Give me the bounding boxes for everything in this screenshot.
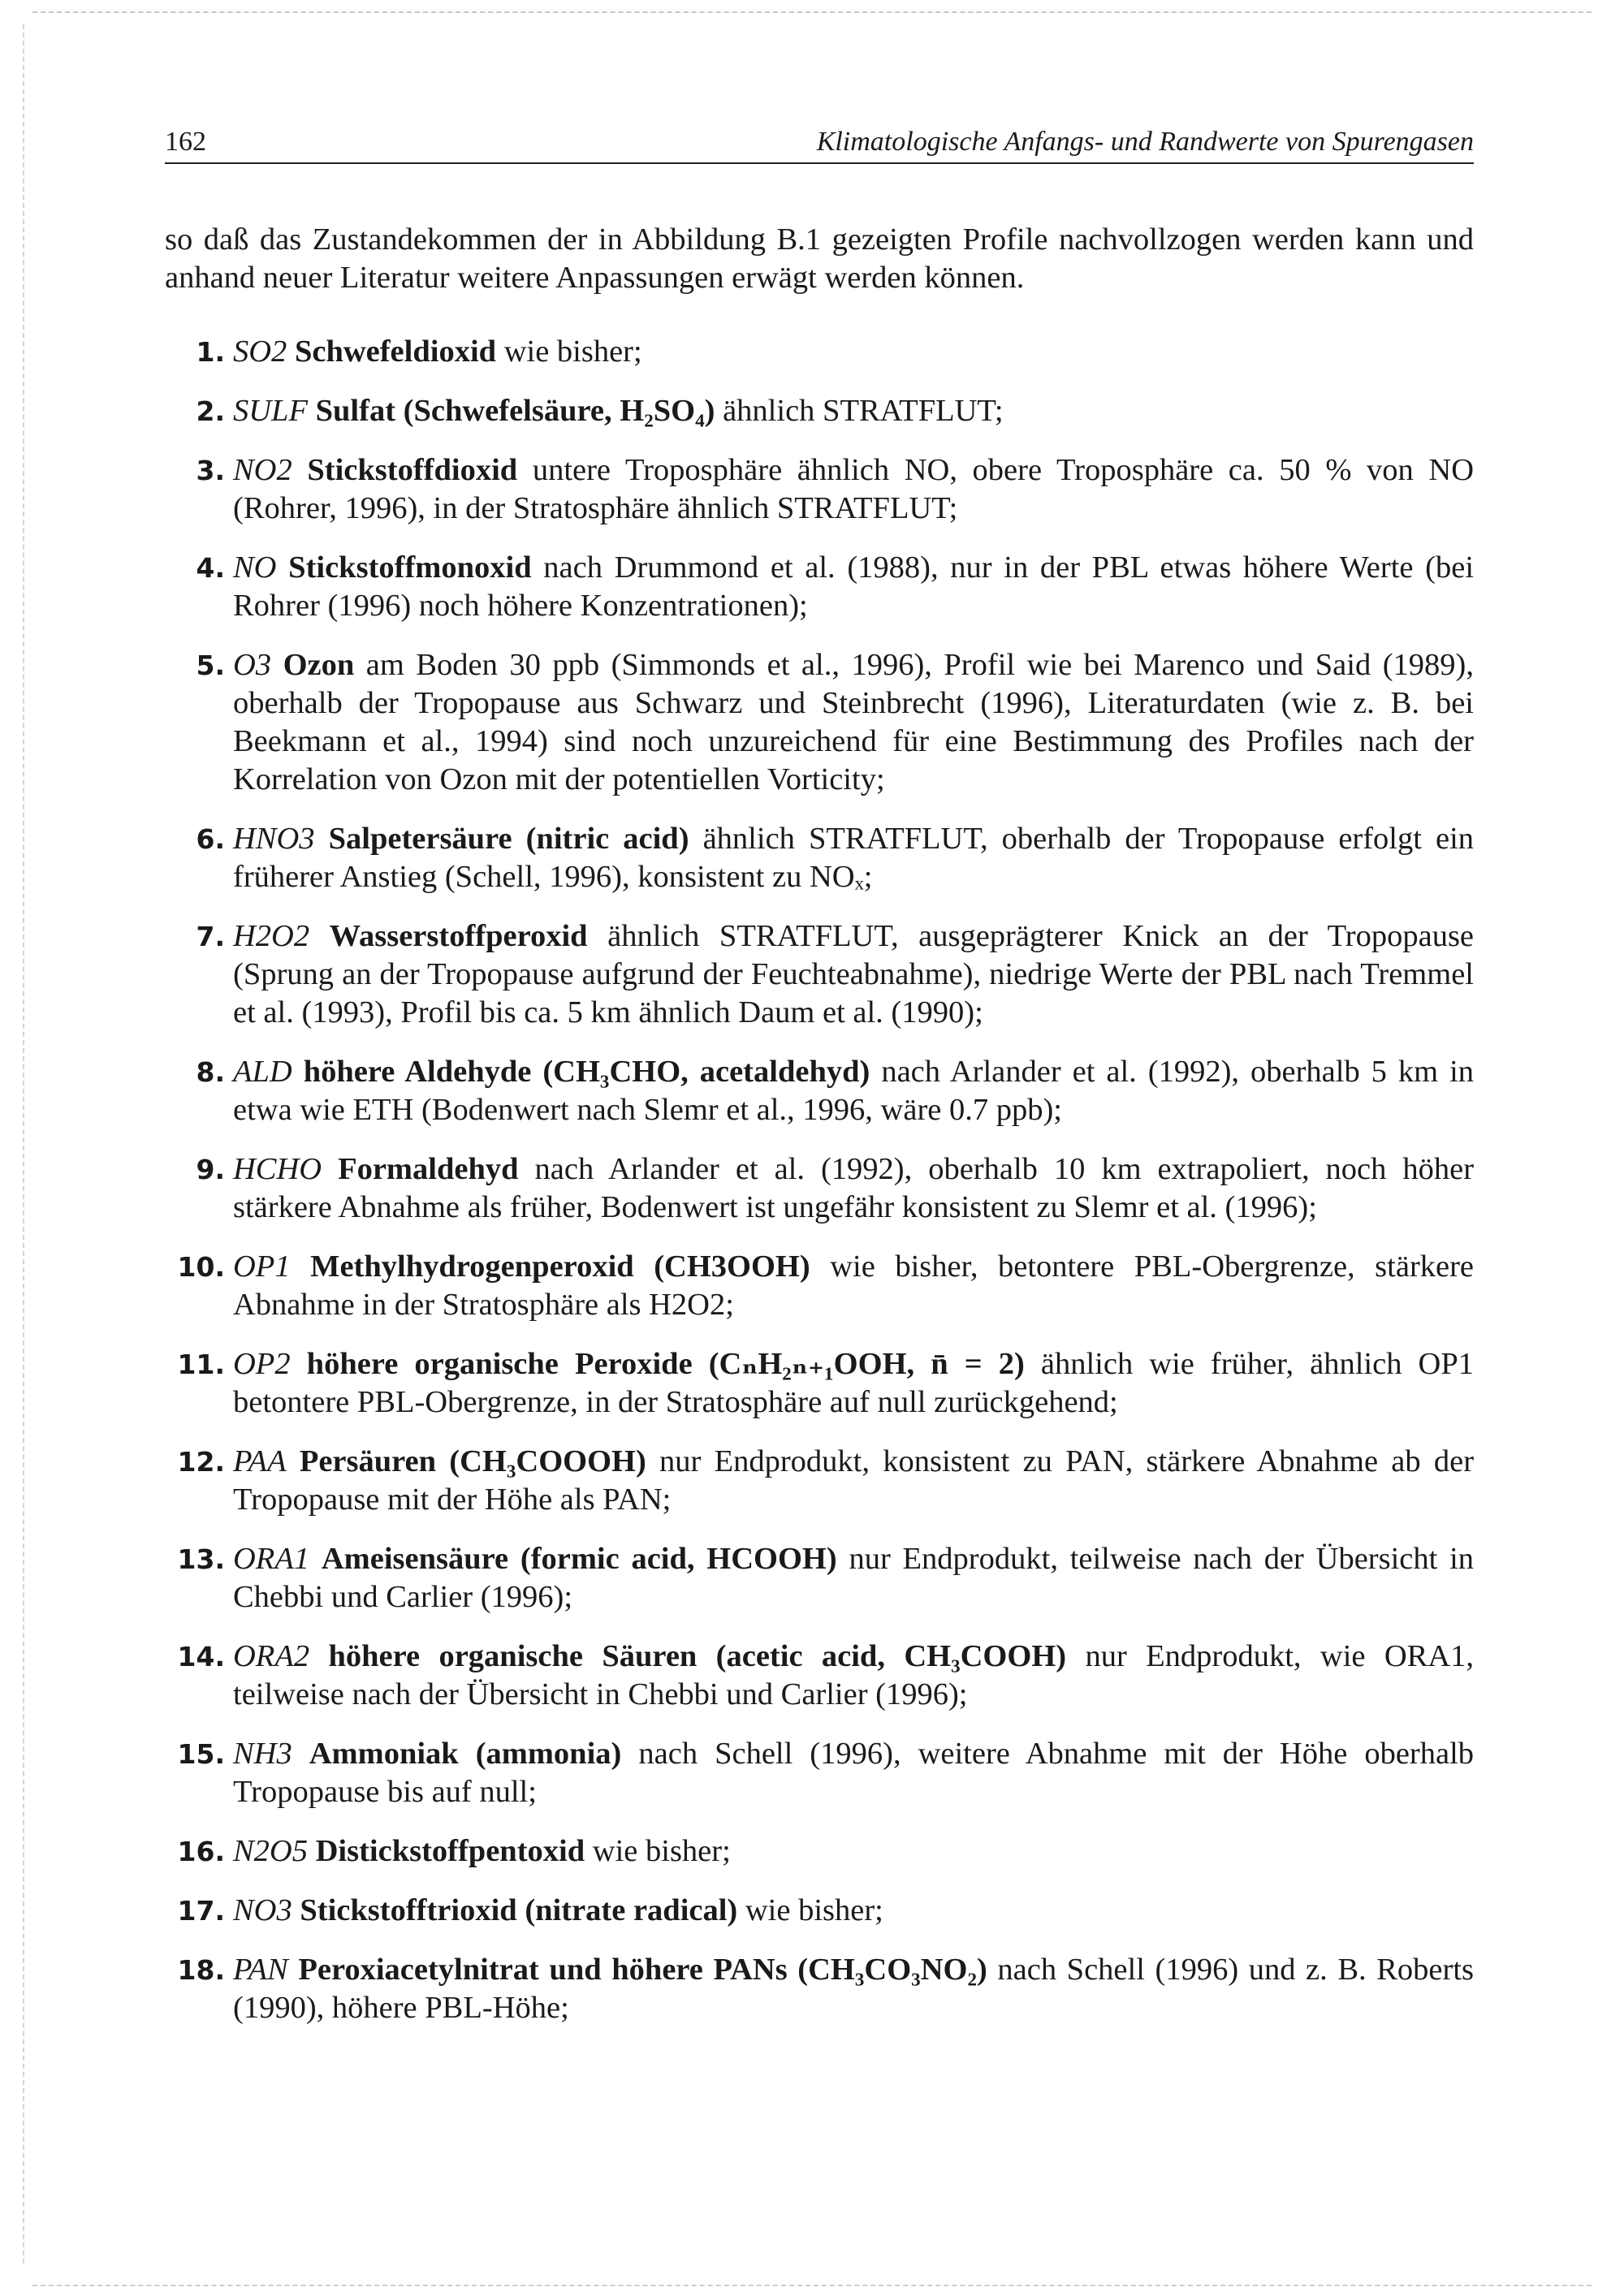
item-number: 15. <box>177 1738 225 1770</box>
species-name: Stickstoffdioxid <box>307 453 518 487</box>
list-item <box>165 1150 1474 1227</box>
species-code: NO <box>233 550 277 585</box>
list-item <box>165 392 1474 430</box>
list-item <box>165 1443 1474 1519</box>
item-number: 6. <box>196 823 225 855</box>
species-code: ORA1 <box>233 1542 310 1576</box>
list-item <box>165 1053 1474 1129</box>
species-name: Methylhydrogenperoxid (CH3OOH) <box>310 1249 810 1284</box>
species-name: höhere Aldehyde (CH₃CHO, acetaldehyd) <box>303 1055 870 1089</box>
species-code: OP1 <box>233 1249 291 1284</box>
item-number: 5. <box>196 650 225 681</box>
species-code: SO2 <box>233 334 287 369</box>
species-name: höhere organische Säuren (acetic acid, CH₃COOH) <box>328 1639 1067 1673</box>
item-number: 14. <box>177 1641 225 1672</box>
item-description: nach Arlander et al. (1992), oberhalb 10 km extrapoliert, noch höher stärkere Abnahme als früher, Bodenwert ist ungefähr konsistent zu Slemr et al. (1996); <box>233 1152 1475 1224</box>
list-item <box>165 1735 1474 1811</box>
item-description: nach Schell (1996) und z. B. Roberts (1990), höhere PBL-Höhe; <box>233 1953 1475 2025</box>
species-code: O3 <box>233 648 272 682</box>
species-name: höhere organische Peroxide (CₙH₂ₙ₊₁OOH, n̄ = 2) <box>306 1347 1025 1381</box>
page-content <box>165 221 1474 2048</box>
item-description: wie bisher, betontere PBL-Obergrenze, stärkere Abnahme in der Stratosphäre als H2O2; <box>233 1249 1475 1322</box>
item-number: 8. <box>196 1056 225 1088</box>
list-item <box>165 1832 1474 1871</box>
item-description: ähnlich STRATFLUT, ausgeprägterer Knick an der Tropopause (Sprung an der Tropopause aufgrund der Feuchteabnahme), niedrige Werte der PBL nach Tremmel et al. (1993), Profil bis ca. 5 km ähnlich Daum et al. (1990); <box>233 919 1475 1029</box>
species-name: Wasserstoffperoxid <box>329 919 588 953</box>
item-description: untere Troposphäre ähnlich NO, obere Troposphäre ca. 50 % von NO (Rohrer, 1996), in der Stratosphäre ähnlich STRATFLUT; <box>233 453 1475 525</box>
species-code: N2O5 <box>233 1834 308 1868</box>
item-number: 1. <box>196 336 225 368</box>
species-name: Ameisensäure (formic acid, HCOOH) <box>321 1542 837 1576</box>
species-name: Ozon <box>283 648 355 682</box>
list-item <box>165 333 1474 371</box>
list-item <box>165 1248 1474 1324</box>
species-code: HNO3 <box>233 822 315 856</box>
species-name: Peroxiacetylnitrat und höhere PANs (CH₃CO₃NO₂) <box>298 1953 987 1987</box>
species-name: Schwefeldioxid <box>294 334 497 369</box>
species-name: Ammoniak (ammonia) <box>309 1737 622 1771</box>
list-item <box>165 1540 1474 1616</box>
item-number: 9. <box>196 1154 225 1185</box>
species-name: Stickstoffmonoxid <box>288 550 532 585</box>
item-number: 12. <box>177 1446 225 1478</box>
item-number: 2. <box>196 395 225 427</box>
item-description: wie bisher; <box>503 334 642 369</box>
species-name: Salpetersäure (nitric acid) <box>328 822 689 856</box>
item-description: wie bisher; <box>592 1834 731 1868</box>
list-item <box>165 1892 1474 1930</box>
species-code: NO2 <box>233 453 292 487</box>
item-description: nur Endprodukt, teilweise nach der Übersicht in Chebbi und Carlier (1996); <box>233 1542 1475 1614</box>
item-description: nur Endprodukt, wie ORA1, teilweise nach der Übersicht in Chebbi und Carlier (1996); <box>233 1639 1475 1711</box>
species-code: ORA2 <box>233 1639 310 1673</box>
list-item <box>165 1951 1474 2027</box>
item-number: 7. <box>196 921 225 952</box>
species-code: HCHO <box>233 1152 322 1186</box>
item-number: 4. <box>196 552 225 584</box>
species-name: Persäuren (CH₃COOOH) <box>299 1444 646 1478</box>
item-number: 13. <box>177 1543 225 1575</box>
item-description: am Boden 30 ppb (Simmonds et al., 1996), Profil wie bei Marenco und Said (1989), oberhalb der Tropopause aus Schwarz und Steinbrecht (1996), Literaturdaten (wie z. B. bei Beekmann et al., 1994) sind noch unzureichend für eine Bestimmung des Profiles nach der Korrelation von Ozon mit der potentiellen Vorticity; <box>233 648 1474 796</box>
list-item <box>165 451 1474 528</box>
item-number: 16. <box>177 1836 225 1867</box>
scan-edge-left <box>23 24 24 2264</box>
species-code: NH3 <box>233 1737 292 1771</box>
species-name: Distickstoffpentoxid <box>315 1834 585 1868</box>
page-header <box>165 123 1474 164</box>
species-code: H2O2 <box>233 919 310 953</box>
item-description: ähnlich wie früher, ähnlich OP1 betontere PBL-Obergrenze, in der Stratosphäre auf null zurückgehend; <box>233 1347 1475 1419</box>
item-number: 17. <box>177 1895 225 1927</box>
page-number: 162 <box>165 127 206 157</box>
item-number: 11. <box>177 1349 225 1380</box>
item-description: wie bisher; <box>745 1893 883 1927</box>
item-description: nach Arlander et al. (1992), oberhalb 5 km in etwa wie ETH (Bodenwert nach Slemr et al., 1996, wäre 0.7 ppb); <box>233 1055 1475 1127</box>
species-code: OP2 <box>233 1347 291 1381</box>
species-name: Formaldehyd <box>338 1152 519 1186</box>
scan-edge-top <box>32 11 1592 13</box>
item-description: ähnlich STRATFLUT; <box>723 394 1004 428</box>
list-item <box>165 1345 1474 1422</box>
species-code: NO3 <box>233 1893 292 1927</box>
list-item <box>165 646 1474 799</box>
intro-paragraph: so daß das Zustandekommen der in Abbildung B.1 gezeigten Profile nachvollzogen werden kann und anhand neuer Literatur weitere Anpassungen erwägt werden können. <box>165 222 1474 295</box>
item-number: 3. <box>196 455 225 486</box>
running-title: Klimatologische Anfangs- und Randwerte von Spurengasen <box>816 127 1474 157</box>
item-description: nach Drummond et al. (1988), nur in der PBL etwas höhere Werte (bei Rohrer (1996) noch höhere Konzentrationen); <box>233 550 1475 623</box>
list-item <box>165 820 1474 896</box>
item-description: ähnlich STRATFLUT, oberhalb der Tropopause erfolgt ein früherer Anstieg (Schell, 1996), konsistent zu NOₓ; <box>233 822 1475 894</box>
item-description: nach Schell (1996), weitere Abnahme mit der Höhe oberhalb Tropopause bis auf null; <box>233 1737 1475 1809</box>
list-item <box>165 549 1474 625</box>
item-description: nur Endprodukt, konsistent zu PAN, stärkere Abnahme ab der Tropopause mit der Höhe als PAN; <box>233 1444 1475 1517</box>
species-name: Sulfat (Schwefelsäure, H₂SO₄) <box>315 394 715 428</box>
scan-edge-bottom <box>32 2285 1592 2286</box>
item-number: 18. <box>177 1954 225 1986</box>
species-code: PAA <box>233 1444 287 1478</box>
item-number: 10. <box>177 1251 225 1283</box>
species-code: ALD <box>233 1055 292 1089</box>
species-code: PAN <box>233 1953 288 1987</box>
list-item <box>165 917 1474 1032</box>
species-code: SULF <box>233 394 308 428</box>
list-item <box>165 1638 1474 1714</box>
species-name: Stickstofftrioxid (nitrate radical) <box>300 1893 738 1927</box>
